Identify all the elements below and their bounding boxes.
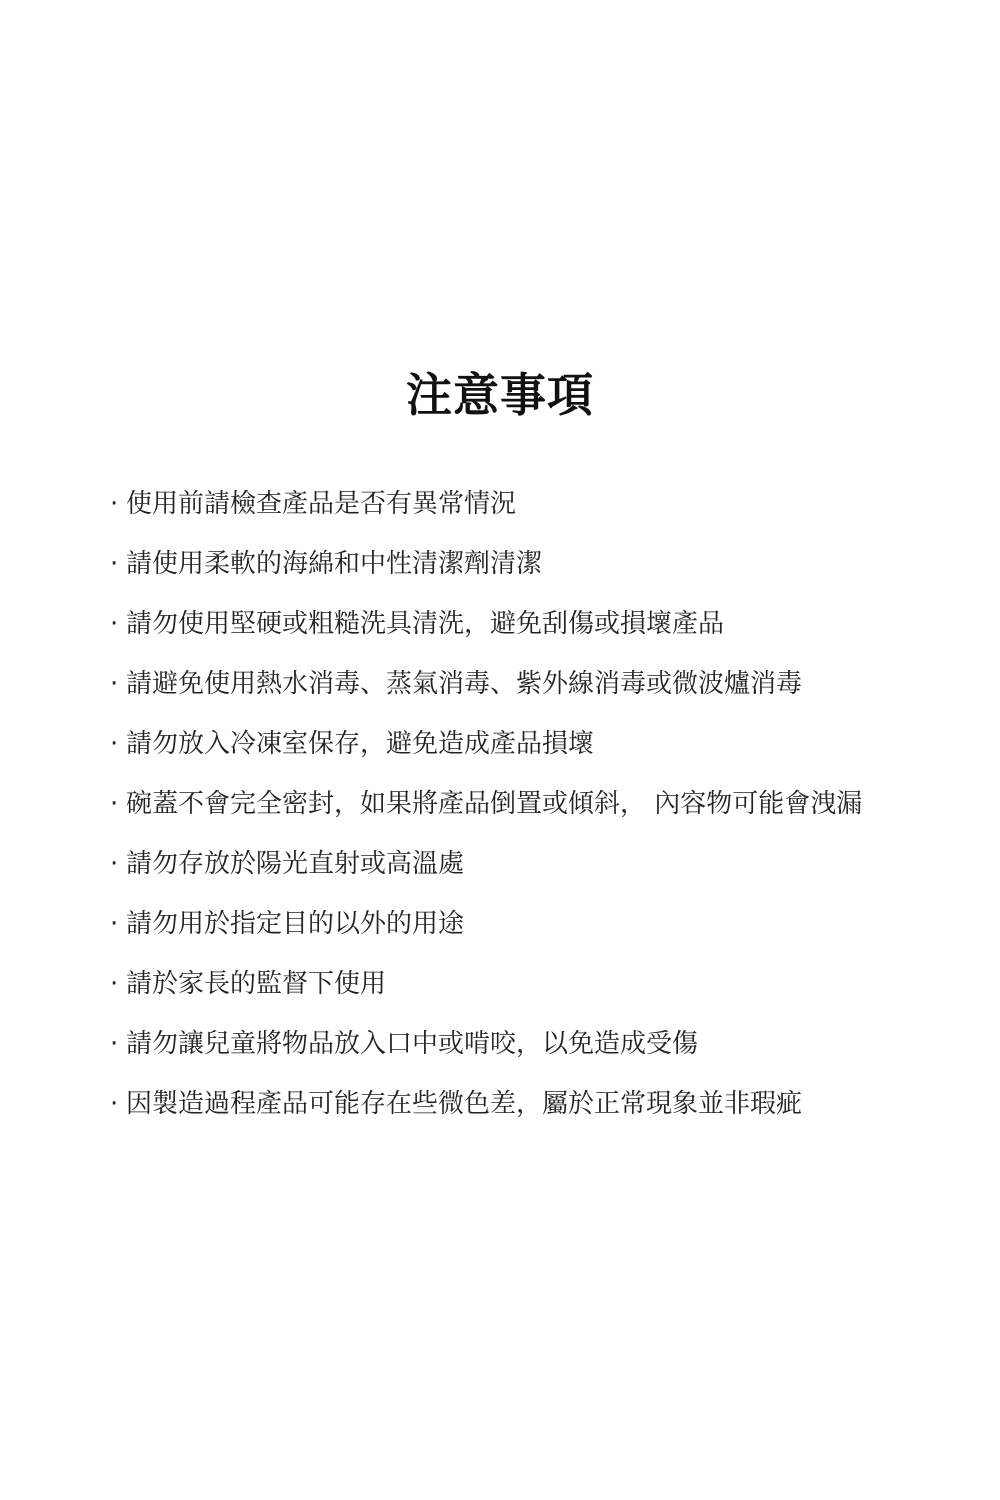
notice-text: 請勿讓兒童將物品放入口中或啃咬，以免造成受傷 <box>126 1029 699 1059</box>
bullet-dot: · <box>110 669 119 699</box>
bullet-dot: · <box>110 969 119 999</box>
notice-item-7 <box>110 834 970 894</box>
notice-text: 碗蓋不會完全密封，如果將產品倒置或傾斜， 內容物可能會洩漏 <box>126 789 863 819</box>
notice-text: 請勿用於指定目的以外的用途 <box>126 909 465 939</box>
notice-text: 請勿放入冷凍室保存，避免造成產品損壞 <box>126 729 595 759</box>
notice-text: 請使用柔軟的海綿和中性清潔劑清潔 <box>126 549 543 579</box>
notice-list <box>110 474 970 1134</box>
bullet-dot: · <box>110 789 119 819</box>
notice-text: 使用前請檢查產品是否有異常情況 <box>126 489 517 519</box>
notice-item-9 <box>110 954 970 1014</box>
bullet-dot: · <box>110 549 119 579</box>
notice-item-2 <box>110 534 970 594</box>
bullet-dot: · <box>110 1089 119 1119</box>
notice-text: 請於家長的監督下使用 <box>126 969 387 999</box>
bullet-dot: · <box>110 909 119 939</box>
notice-item-5 <box>110 714 970 774</box>
notice-item-8 <box>110 894 970 954</box>
notice-item-3 <box>110 594 970 654</box>
notice-item-11 <box>110 1074 970 1134</box>
bullet-dot: · <box>110 1029 119 1059</box>
notice-item-6 <box>110 774 970 834</box>
bullet-dot: · <box>110 729 119 759</box>
notice-text: 請避免使用熱水消毒、蒸氣消毒、紫外線消毒或微波爐消毒 <box>126 669 803 699</box>
notice-item-1 <box>110 474 970 534</box>
notice-text: 請勿存放於陽光直射或高溫處 <box>126 849 465 879</box>
page-title: 注意事項 <box>406 368 594 422</box>
notice-text: 因製造過程產品可能存在些微色差，屬於正常現象並非瑕疵 <box>126 1089 803 1119</box>
notice-text: 請勿使用堅硬或粗糙洗具清洗，避免刮傷或損壞產品 <box>126 609 725 639</box>
bullet-dot: · <box>110 489 119 519</box>
notice-item-4 <box>110 654 970 714</box>
bullet-dot: · <box>110 609 119 639</box>
notice-item-10 <box>110 1014 970 1074</box>
bullet-dot: · <box>110 849 119 879</box>
